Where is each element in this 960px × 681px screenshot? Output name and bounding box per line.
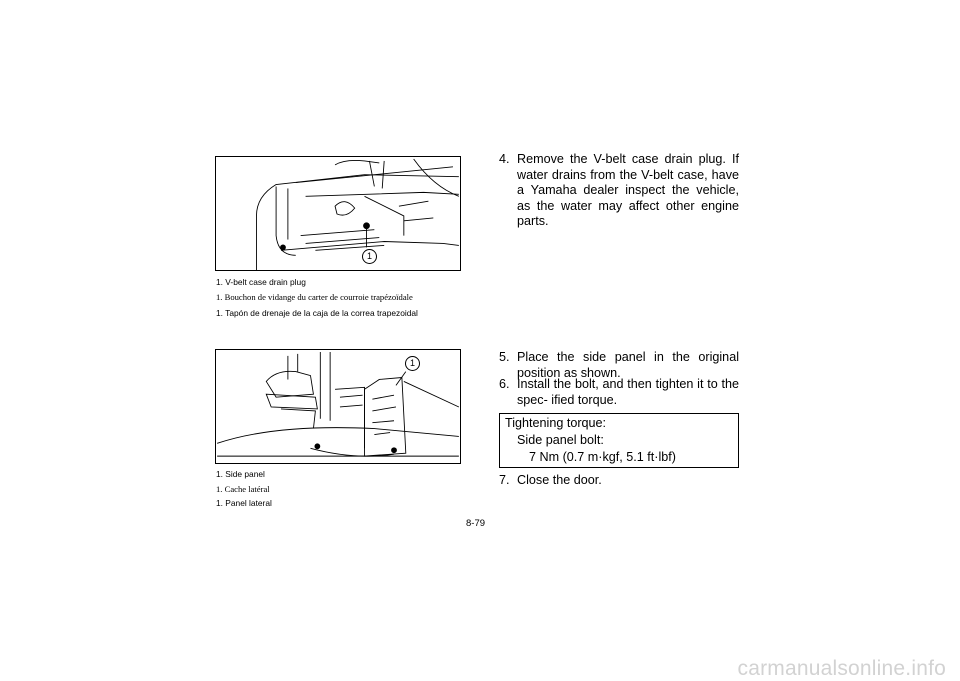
caption-en: 1. Side panel [216, 469, 265, 479]
step-text: Close the door. [517, 473, 602, 487]
watermark: carmanualsonline.info [737, 657, 946, 680]
callout-1: 1 [362, 249, 377, 264]
step-4 [499, 152, 739, 230]
step-text: Place the side panel in the original position as shown. [517, 350, 739, 380]
figure-side-panel [215, 349, 461, 464]
step-text: Install the bolt, and then tighten it to the spec- ified torque. [517, 377, 739, 407]
caption-fr: 1. Bouchon de vidange du carter de courroie trapézoïdale [216, 292, 413, 302]
step-7 [499, 473, 739, 489]
torque-value: 7 Nm (0.7 m·kgf, 5.1 ft·lbf) [529, 450, 676, 464]
step-6 [499, 377, 739, 408]
caption-es: 1. Tapón de drenaje de la caja de la correa trapezoidal [216, 308, 418, 318]
figure-vbelt-drain-plug [215, 156, 461, 271]
step-text: Remove the V-belt case drain plug. If water drains from the V-belt case, have a Yamaha dealer inspect the vehicle, as the water may affect other engine parts. [517, 152, 739, 228]
torque-spec-box [499, 413, 739, 468]
caption-fr: 1. Cache latéral [216, 484, 270, 494]
torque-heading: Tightening torque: [505, 416, 607, 430]
step-number: 6. [499, 377, 510, 391]
step-number: 4. [499, 152, 510, 166]
callout-1: 1 [405, 356, 420, 371]
vbelt-case-illustration [216, 157, 460, 270]
torque-item: Side panel bolt: [517, 433, 604, 447]
step-number: 7. [499, 473, 510, 487]
page-number: 8-79 [466, 518, 486, 529]
side-panel-illustration [216, 350, 460, 463]
caption-es: 1. Panel lateral [216, 498, 272, 508]
step-number: 5. [499, 350, 510, 364]
caption-en: 1. V-belt case drain plug [216, 277, 306, 287]
